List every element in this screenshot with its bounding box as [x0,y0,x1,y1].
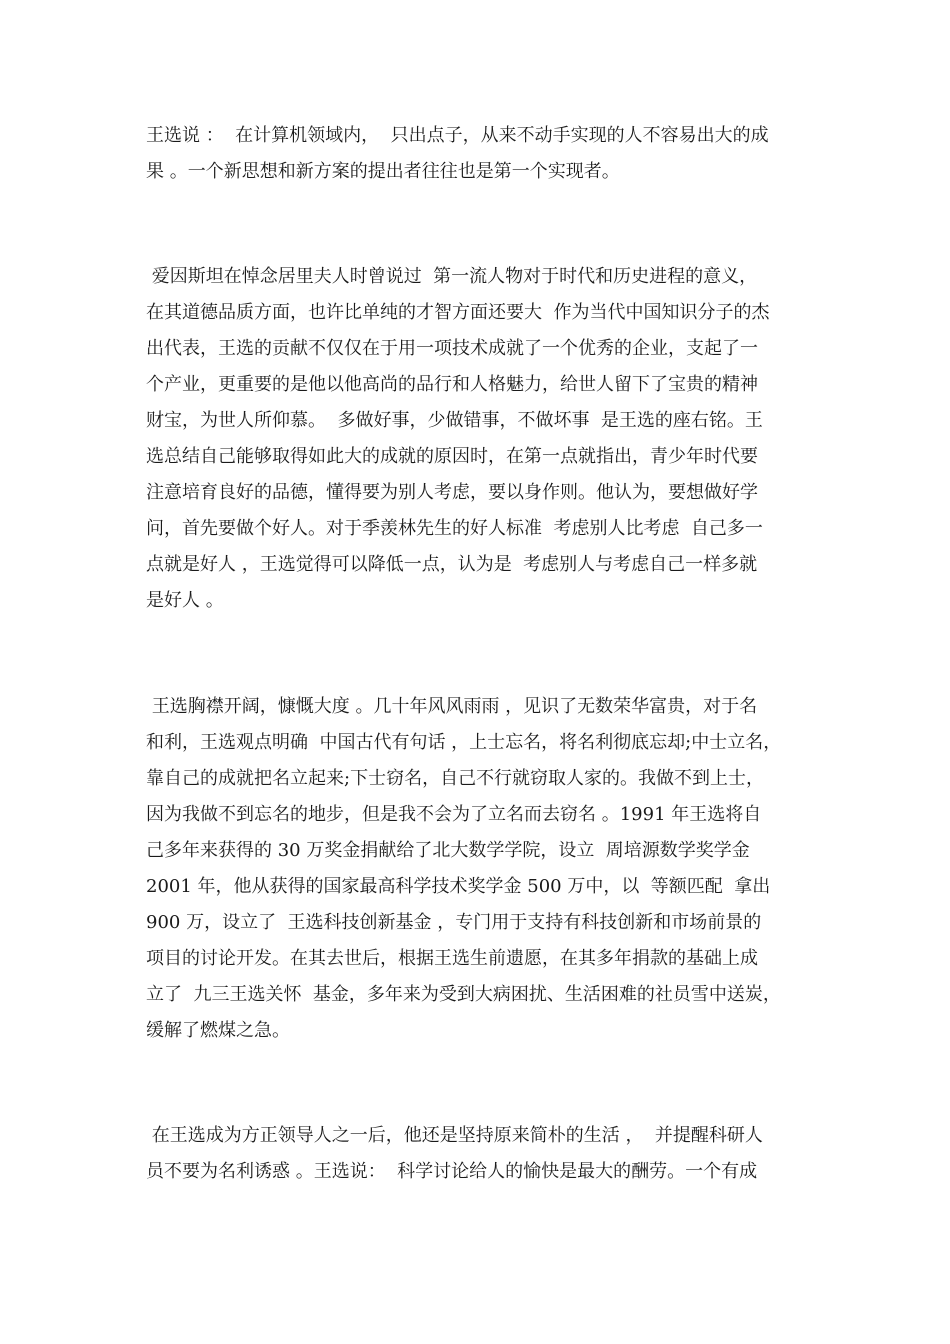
paragraph-2-line-2: 在其道德品质方面，也许比单纯的才智方面还要大 作为当代中国知识分子的杰 [146,302,770,323]
paragraph-2-line-8: 问，首先要做个好人。对于季羡林先生的好人标准 考虑别人比考虑 自己多一 [146,518,763,539]
paragraph-3-line-8: 项目的讨论开发。在其去世后，根据王选生前遗愿，在其多年捐款的基础上成 [146,948,758,969]
paragraph-2-line-9: 点就是好人 ，王选觉得可以降低一点，认为是 考虑别人与考虑自己一样多就 [146,554,758,575]
paragraph-3-line-3: 靠自己的成就把名立起来;下士窃名，自己不行就窃取人家的。我做不到上士， [146,768,765,789]
paragraph-3-line-4: 因为我做不到忘名的地步，但是我不会为了立名而去窃名 。1991 年王选将自 [146,804,762,825]
paragraph-3-line-6: 2001 年，他从获得的国家最高科学技术奖学金 500 万中，以 等额匹配 拿出 [146,876,771,897]
paragraph-3-line-7: 900 万，设立了 王选科技创新基金 ，专门用于支持有科技创新和市场前景的 [146,912,762,933]
paragraph-2-line-1: 爱因斯坦在悼念居里夫人时曾说过 第一流人物对于时代和历史进程的意义， [146,266,758,287]
paragraph-2-line-4: 个产业，更重要的是他以他高尚的品行和人格魅力，给世人留下了宝贵的精神 [146,374,758,395]
paragraph-2-line-10: 是好人 。 [146,590,224,611]
paragraph-3-line-10: 缓解了燃煤之急。 [146,1020,290,1041]
paragraph-1-line-2: 果 。一个新思想和新方案的提出者往往也是第一个实现者。 [146,161,620,182]
paragraph-2-line-6: 选总结自己能够取得如此大的成就的原因时，在第一点就指出，青少年时代要 [146,446,758,467]
paragraph-1-line-1: 王选说 ： 在计算机领域内， 只出点子，从来不动手实现的人不容易出大的成 [146,125,769,146]
paragraph-3-line-2: 和利，王选观点明确 中国古代有句话 ，上士忘名，将名利彻底忘却;中士立名， [146,732,782,753]
paragraph-3-line-1: 王选胸襟开阔，慷慨大度 。几十年风风雨雨 ，见识了无数荣华富贵，对于名 [146,696,758,717]
paragraph-4-line-2: 员不要为名利诱惑 。王选说： 科学讨论给人的愉快是最大的酬劳。一个有成 [146,1161,758,1182]
paragraph-2-line-7: 注意培育良好的品德，懂得要为别人考虑，要以身作则。他认为，要想做好学 [146,482,758,503]
paragraph-3-line-5: 己多年来获得的 30 万奖金捐献给了北大数学学院，设立 周培源数学奖学金 [146,840,750,861]
paragraph-2-line-3: 出代表，王选的贡献不仅仅在于用一项技术成就了一个优秀的企业，支起了一 [146,338,758,359]
paragraph-2-line-5: 财宝，为世人所仰慕。 多做好事，少做错事，不做坏事 是王选的座右铭。王 [146,410,763,431]
paragraph-4-line-1: 在王选成为方正领导人之一后，他还是坚持原来简朴的生活 ， 并提醒科研人 [146,1125,763,1146]
paragraph-3-line-9: 立了 九三王选关怀 基金，多年来为受到大病困扰、生活困难的社员雪中送炭， [146,984,781,1005]
